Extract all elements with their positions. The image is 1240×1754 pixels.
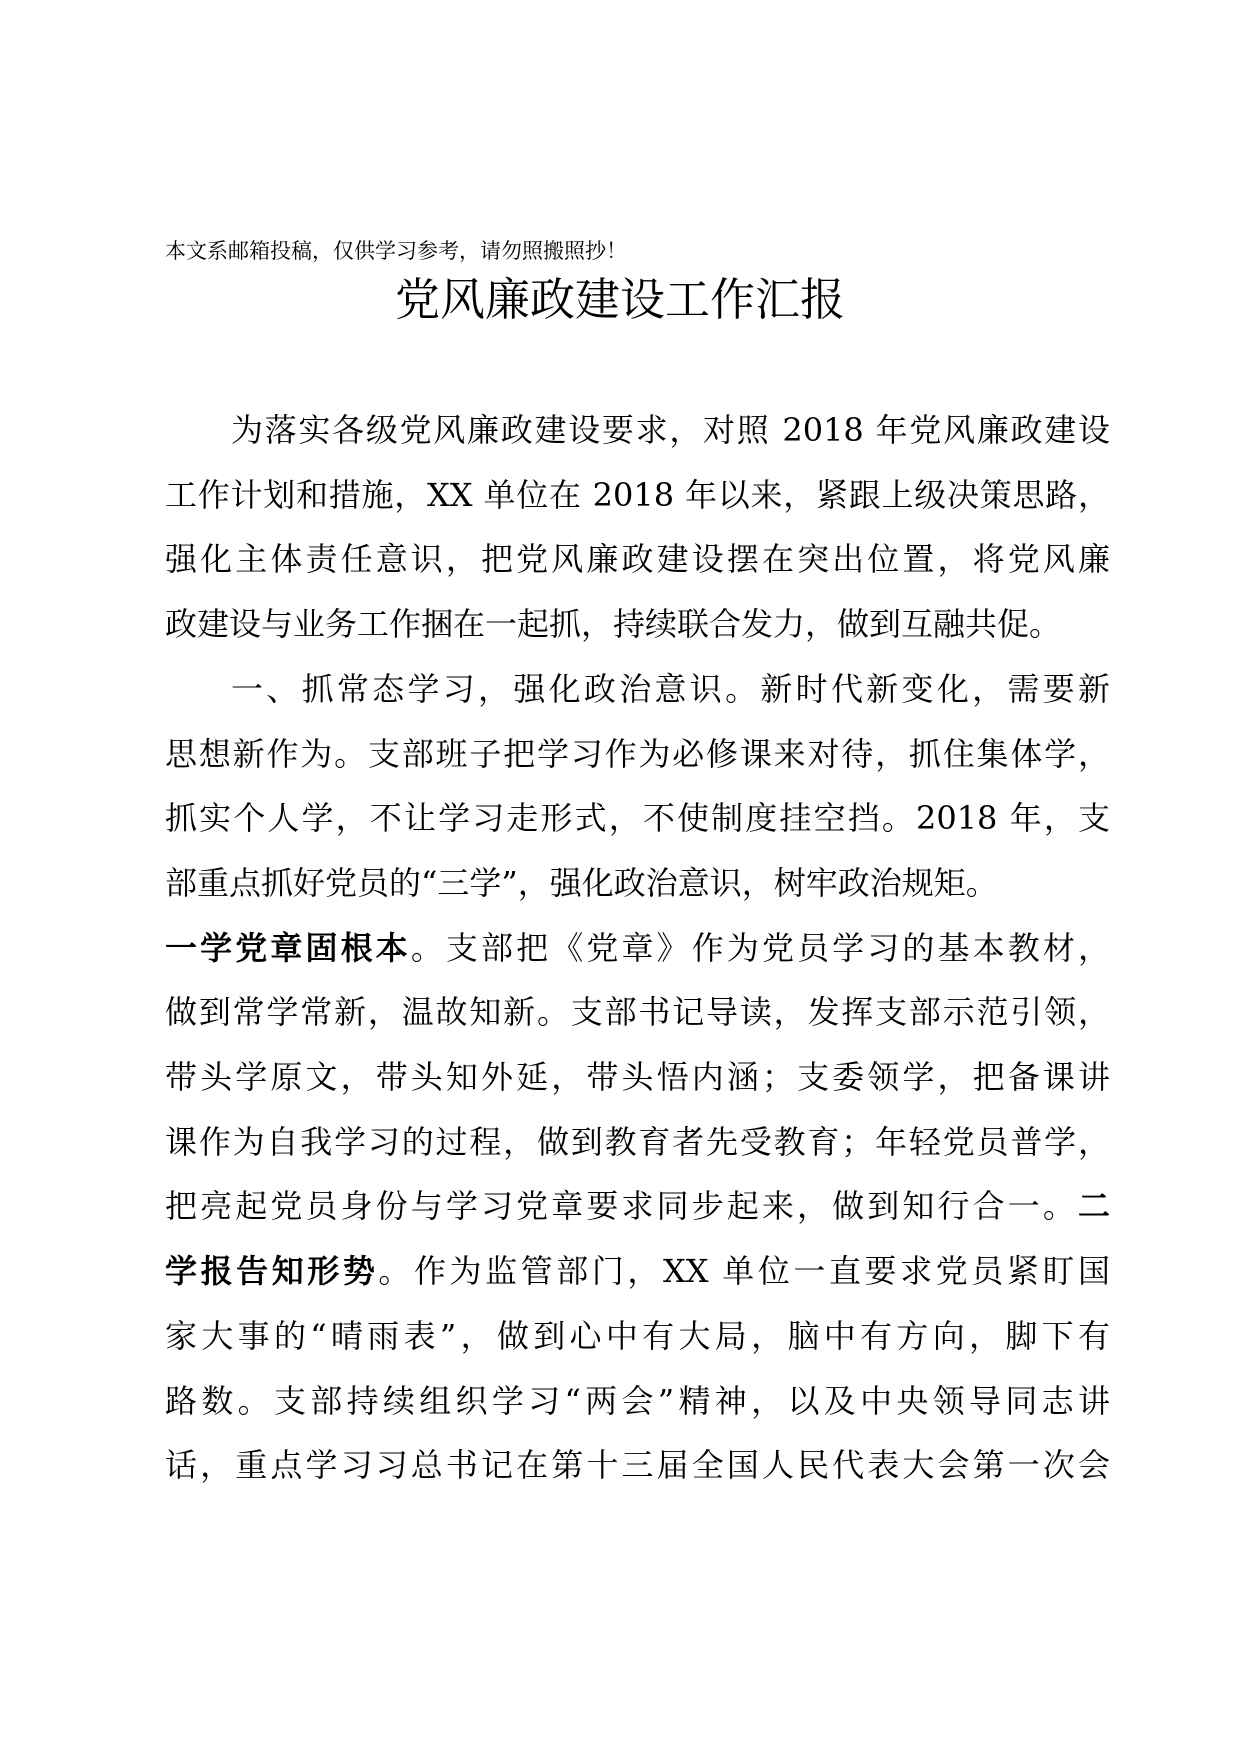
text-line [165,475,1110,515]
text-line [165,734,1110,774]
body-text: 政建设与业务工作捆在一起抓，持续联合发力，做到互融共促。 [165,605,1062,644]
body-text: 思想新作为。支部班子把学习作为必修课来对待，抓住集体学， [165,734,1110,773]
bold-heading-text: 一学党章固根本 [165,928,411,967]
body-text: 家大事的“晴雨表”，做到心中有大局，脑中有方向，脚下有 [165,1316,1110,1355]
text-line [165,604,1110,644]
body-text: 强化主体责任意识，把党风廉政建设摆在突出位置，将党风廉 [165,540,1110,579]
text-line [165,1445,1110,1485]
text-line [165,1057,1110,1097]
body-text: 。作为监管部门，XX 单位一直要求党员紧盯国 [378,1252,1110,1291]
document-title: 党风廉政建设工作汇报 [394,273,845,326]
text-line [165,1316,1110,1356]
body-text: 工作计划和措施，XX 单位在 2018 年以来，紧跟上级决策思路， [165,475,1110,514]
body-text: 部重点抓好党员的“三学”，强化政治意识，树牢政治规矩。 [165,863,998,902]
body-text: 为落实各级党风廉政建设要求，对照 2018 年党风廉政建设 [231,411,1110,449]
text-line [165,1122,1110,1162]
body-text: 把亮起党员身份与学习党章要求同步起来，做到知行合一。 [165,1187,1078,1226]
text-line [165,669,1110,709]
text-line [165,1251,1110,1291]
body-text: 话，重点学习习总书记在第十三届全国人民代表大会第一次会 [165,1446,1110,1485]
body-text: 抓实个人学，不让学习走形式，不使制度挂空挡。2018 年，支 [165,799,1110,838]
body-text: 带头学原文，带头知外延，带头悟内涵；支委领学，把备课讲 [165,1058,1110,1096]
text-line [165,1186,1110,1226]
bold-heading-text: 学报告知形势 [165,1252,379,1291]
body-text: 。支部把《党章》作为党员学习的基本教材， [410,928,1110,967]
body-text: 一、抓常态学习，强化政治意识。新时代新变化，需要新 [231,669,1110,708]
text-line [165,863,1110,903]
text-line [165,1381,1110,1421]
text-line [165,410,1110,450]
text-line [165,798,1110,838]
body-text: 路数。支部持续组织学习“两会”精神，以及中央领导同志讲 [165,1381,1110,1420]
text-line [165,992,1110,1032]
bold-heading-text: 二 [1077,1187,1110,1226]
text-line [165,928,1110,968]
body-text: 做到常学常新，温故知新。支部书记导读，发挥支部示范引领， [165,993,1110,1032]
body-text: 课作为自我学习的过程，做到教育者先受教育；年轻党员普学， [165,1122,1110,1161]
notice-text: 本文系邮箱投稿，仅供学习参考，请勿照搬照抄！ [165,239,627,263]
text-line [165,539,1110,579]
